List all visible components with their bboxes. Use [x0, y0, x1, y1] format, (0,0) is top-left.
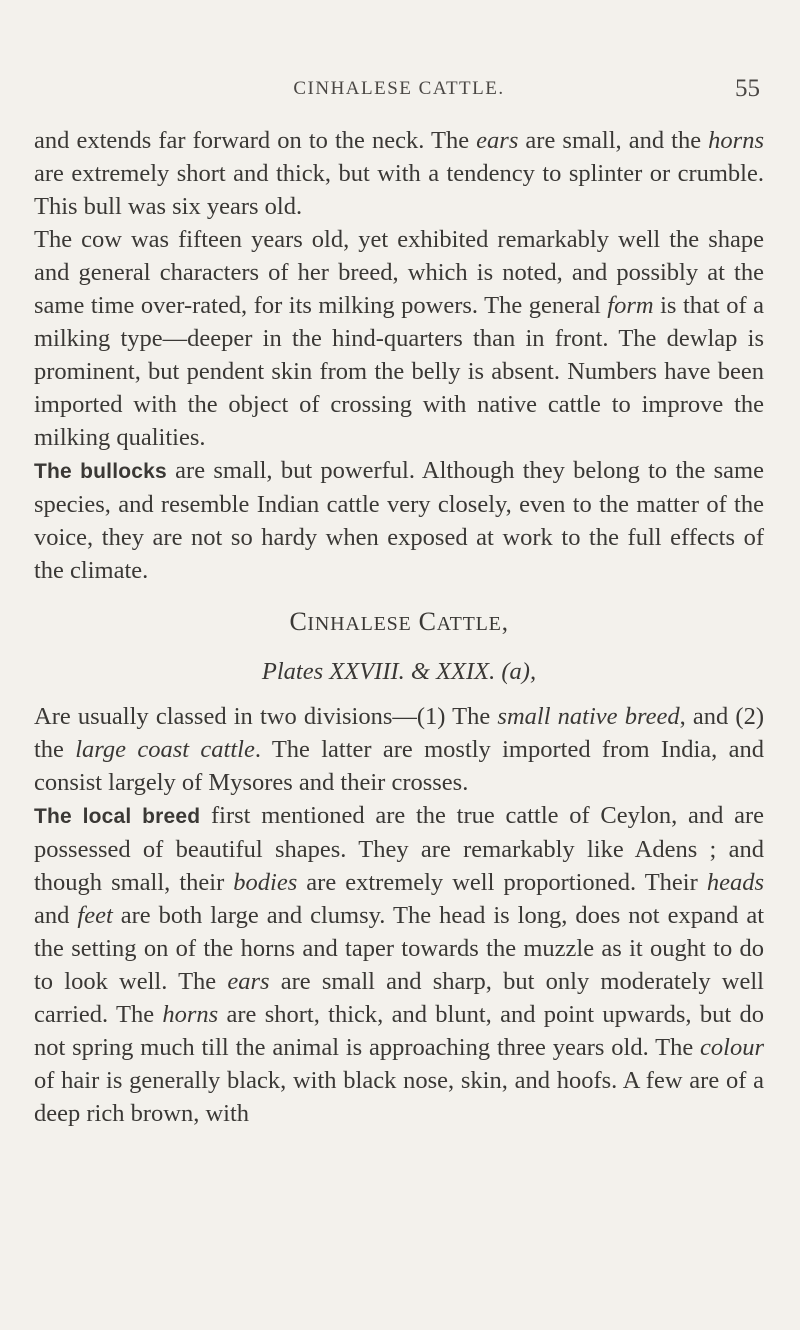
italic-term: bodies [233, 869, 298, 896]
heading-small-caps: INHALESE [307, 613, 412, 635]
text-run: Are usually classed in two divisions—(1) The [34, 703, 498, 730]
italic-term: colour [700, 1034, 764, 1061]
italic-term: feet [77, 902, 113, 929]
text-run: first mentioned are the true cattle of Ceylon, and are possessed of beautiful shapes. They are remarkably like Adens ; and though small, their [34, 802, 765, 896]
italic-term: small native breed [497, 703, 680, 730]
heading-initial: C [289, 607, 308, 636]
paragraph-5 [34, 799, 764, 1130]
text-run: are small and sharp, but only moderately well carried. The [34, 968, 764, 1028]
bold-lead-in: The local breed [34, 805, 201, 828]
italic-term: horns [162, 1001, 219, 1028]
running-head [34, 74, 764, 104]
text-run: and [34, 902, 78, 929]
paragraph-4 [34, 700, 764, 799]
text-run: are short, thick, and blunt, and point upwards, but do not spring much till the animal is approaching three years old. The [34, 1001, 764, 1061]
text-run: The cow was fifteen years old, yet exhibited remarkably well the shape and general characters of her breed, which is noted, and possibly at the same time over-rated, for its milking powers. The general [34, 226, 764, 319]
page-number: 55 [735, 75, 760, 102]
text-run: and extends far forward on to the neck. The [34, 127, 477, 154]
text-run: are extremely well proportioned. Their [297, 869, 707, 896]
text-run: are small, and the [518, 127, 709, 154]
running-title: CINHALESE CATTLE. [293, 78, 505, 99]
italic-term: ears [476, 127, 519, 154]
italic-term: heads [706, 869, 764, 896]
paragraph-3 [34, 454, 764, 587]
text-run: is that of a milking type—deeper in the hind-quarters than in front. The dewlap is prominent, but pendent skin from the belly is absent. Numbers have been imported with the object of crossing with native cattle to improve the milking qualities. [34, 292, 764, 451]
text-run: of hair is generally black, with black nose, skin, and hoofs. A few are of a deep rich brown, with [34, 1067, 764, 1127]
paragraph-2 [34, 223, 764, 454]
italic-term: form [607, 292, 654, 319]
heading-small-caps: ATTLE [436, 613, 502, 635]
plates-reference: Plates XXVIII. & XXIX. (a), [261, 658, 537, 685]
heading-punctuation: , [501, 609, 509, 636]
paragraph-1 [34, 124, 764, 223]
italic-term: horns [708, 127, 764, 154]
bold-lead-in: The bullocks [34, 460, 167, 483]
text-run: , and (2) the [34, 703, 764, 763]
text-run: are both large and clumsy. The head is long, does not expand at the setting on of the horns and taper towards the muzzle as it ought to do to look well. The [34, 902, 765, 995]
text-run: . The latter are mostly imported from India, and consist largely of Mysores and their crosses. [34, 736, 764, 796]
text-run: are extremely short and thick, but with a tendency to splinter or crumble. This bull was six years old. [34, 160, 764, 220]
body-text [34, 124, 764, 1130]
italic-term: large coast cattle [75, 736, 255, 763]
italic-term: ears [227, 968, 270, 995]
section-heading [34, 605, 764, 641]
text-run: are small, but powerful. Although they belong to the same species, and resemble Indian cattle very closely, even to the matter of the voice, they are not so hardy when exposed at work to the full effects of the climate. [34, 457, 764, 584]
heading-initial: C [411, 607, 437, 636]
